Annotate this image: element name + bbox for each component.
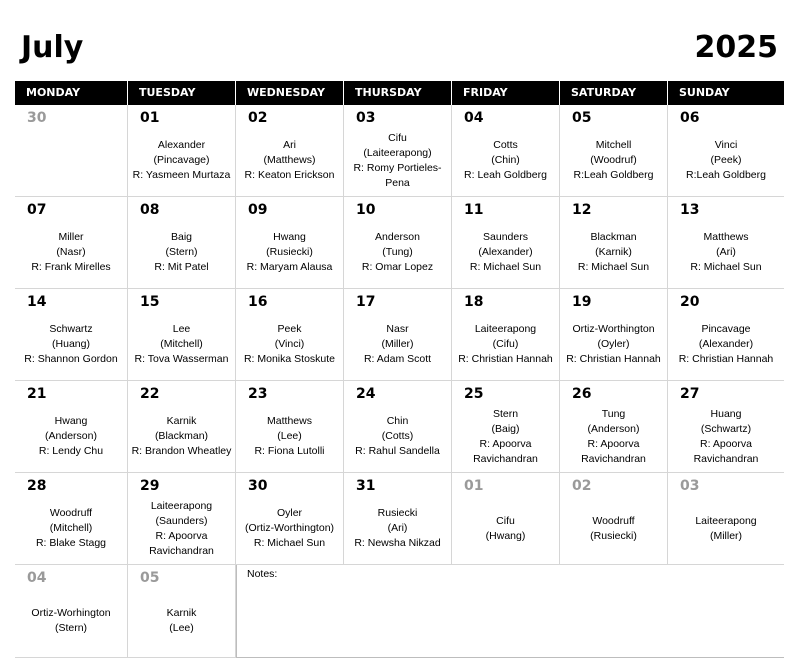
assignment-line: Saunders [483, 231, 528, 243]
assignment-line: R: Blake Stagg [35, 537, 107, 549]
day-number: 30 [27, 110, 47, 126]
day-number: 07 [27, 202, 47, 218]
day-cell[interactable] [236, 105, 344, 197]
day-cell[interactable] [668, 381, 784, 473]
assignment-line: (Saunders) [155, 514, 208, 527]
assignment-line: Hwang [273, 231, 306, 243]
assignment-line: Mitchell [595, 139, 632, 151]
assignment-line: Hwang [54, 415, 88, 427]
weekday-monday: MONDAY [15, 81, 128, 105]
assignment-line: (Stern) [54, 622, 88, 634]
assignment-line: (Alexander) [698, 338, 754, 350]
assignment-line: (Ari) [716, 246, 736, 258]
day-cell[interactable] [560, 105, 668, 197]
assignment-line: (Lee) [169, 622, 194, 634]
assignment-line: Vinci [714, 139, 738, 151]
weekday-sunday: SUNDAY [679, 86, 730, 99]
assignment [130, 311, 233, 378]
year-title: 2025 [694, 30, 778, 65]
assignment-line: (Pincavage) [153, 154, 210, 166]
assignment [562, 495, 665, 562]
day-cell[interactable] [15, 105, 128, 197]
assignment [130, 587, 233, 655]
assignment-line: Huang [710, 407, 742, 420]
assignment-line: Schwartz [49, 323, 93, 335]
assignment-line: R: Leah Goldberg [464, 169, 547, 181]
day-cell[interactable] [15, 381, 128, 473]
assignment-line: (Oyler) [597, 338, 630, 350]
assignment-line: R: Christian Hannah [678, 353, 774, 365]
assignment [238, 403, 341, 470]
day-cell[interactable] [15, 473, 128, 565]
assignment-line: R:Leah Goldberg [573, 169, 654, 181]
day-number: 31 [356, 478, 376, 494]
day-number: 25 [464, 386, 484, 402]
assignment-line: Karnik [166, 607, 197, 619]
assignment [670, 311, 782, 378]
day-cell[interactable] [128, 105, 236, 197]
assignment-line: R: Brandon Wheatley [131, 445, 232, 457]
day-number: 14 [27, 294, 47, 310]
assignment-line: Ravichandran [693, 452, 759, 465]
day-number: 17 [356, 294, 376, 310]
assignment-line: R: Lendy Chu [38, 445, 104, 457]
assignment-line: R: Shannon Gordon [24, 353, 118, 365]
notes-label: Notes: [247, 568, 278, 580]
day-number: 04 [27, 570, 47, 586]
day-cell[interactable] [344, 105, 452, 197]
assignment-line: R: Michael Sun [253, 537, 326, 549]
assignment-line: (Vinci) [274, 338, 305, 350]
weekday-header [15, 81, 784, 105]
day-number: 24 [356, 386, 376, 402]
assignment [454, 495, 557, 562]
assignment-line: Cifu [496, 514, 515, 527]
assignment-line: Ortiz-Worhington [31, 607, 111, 619]
assignment-line: (Chin) [491, 154, 520, 166]
assignment-line: R: Apoorva [155, 529, 208, 542]
day-cell[interactable] [560, 289, 668, 381]
day-cell[interactable] [236, 473, 344, 565]
day-cell[interactable] [128, 473, 236, 565]
day-number: 05 [140, 570, 160, 586]
assignment [670, 403, 782, 470]
assignment-line: (Woodruf) [590, 154, 637, 166]
assignment [130, 403, 233, 470]
day-cell[interactable] [236, 381, 344, 473]
assignment-line: (Cifu) [492, 338, 519, 350]
assignment-line: R: Newsha Nikzad [354, 537, 441, 549]
day-cell[interactable] [344, 381, 452, 473]
assignment-line: Laiteerapong [474, 323, 537, 335]
day-cell[interactable] [15, 197, 128, 289]
weekday-tuesday: TUESDAY [128, 81, 236, 105]
day-cell[interactable] [560, 473, 668, 565]
day-cell[interactable] [128, 289, 236, 381]
assignment-line: (Cotts) [381, 430, 414, 442]
assignment [130, 127, 233, 194]
assignment-line: R: Yasmeen Murtaza [132, 169, 231, 181]
assignment-line: R: Adam Scott [363, 353, 432, 365]
assignment [346, 311, 449, 378]
assignment-line: Anderson [375, 231, 420, 243]
day-number: 05 [572, 110, 592, 126]
assignment-line: Karnik [166, 415, 197, 427]
day-number: 12 [572, 202, 592, 218]
assignment [346, 127, 449, 194]
day-cell[interactable] [344, 473, 452, 565]
day-number: 16 [248, 294, 268, 310]
assignment [562, 403, 665, 470]
assignment-line: R: Apoorva [587, 437, 640, 450]
assignment-line: R: Keaton Erickson [244, 169, 335, 181]
assignment [238, 127, 341, 194]
assignment-line: R: Christian Hannah [566, 353, 661, 365]
weekday-wednesday: WEDNESDAY [236, 81, 344, 105]
day-number: 27 [680, 386, 700, 402]
day-number: 15 [140, 294, 160, 310]
day-cell[interactable] [15, 565, 128, 658]
assignment-line: (Blackman) [154, 430, 209, 442]
weekday-friday: FRIDAY [452, 81, 560, 105]
assignment-line: R: Apoorva [479, 437, 532, 450]
assignment-line: R: Rahul Sandella [355, 445, 440, 457]
assignment-line: (Schwartz) [700, 422, 752, 435]
assignment [17, 403, 125, 470]
weekday-saturday: SATURDAY [560, 81, 668, 105]
assignment-line: R: Fiona Lutolli [254, 445, 325, 457]
assignment-line: Blackman [590, 231, 637, 243]
assignment-line: (Mitchell) [160, 338, 203, 350]
day-number: 03 [680, 478, 700, 494]
day-cell[interactable] [344, 289, 452, 381]
day-number: 26 [572, 386, 592, 402]
calendar-grid [15, 105, 784, 658]
day-cell[interactable] [344, 197, 452, 289]
assignment-line: (Anderson) [45, 430, 97, 442]
month-title: July [21, 30, 84, 65]
assignment-line: (Tung) [382, 246, 413, 258]
assignment [562, 219, 665, 286]
assignment-line: Rusiecki [377, 507, 418, 519]
assignment [346, 219, 449, 286]
day-cell[interactable] [560, 381, 668, 473]
day-number: 18 [464, 294, 484, 310]
day-number: 08 [140, 202, 160, 218]
assignment-line: R: Frank Mirelles [31, 261, 111, 273]
assignment-line: (Laiteerapong) [363, 146, 432, 159]
day-number: 19 [572, 294, 592, 310]
assignment [346, 495, 449, 562]
assignment [454, 219, 557, 286]
assignment-line: (Karnik) [595, 246, 632, 258]
assignment-line: (Nasr) [56, 246, 86, 258]
assignment-line: (Baig) [491, 422, 520, 435]
day-number: 30 [248, 478, 268, 494]
assignment-line: Ari [283, 139, 296, 151]
notes-area[interactable] [236, 565, 784, 658]
day-number: 04 [464, 110, 484, 126]
assignment-line: R:Leah Goldberg [686, 169, 766, 181]
assignment-line: Woodruff [49, 507, 93, 519]
day-cell[interactable] [668, 197, 784, 289]
day-number: 13 [680, 202, 700, 218]
day-number: 03 [356, 110, 376, 126]
assignment-line: Matthews [267, 415, 312, 427]
day-cell[interactable] [560, 197, 668, 289]
assignment-line: Lee [172, 323, 191, 335]
assignment-line: R: Mit Patel [154, 261, 209, 273]
assignment [670, 495, 782, 562]
day-number: 11 [464, 202, 484, 218]
day-number: 01 [140, 110, 160, 126]
assignment-line: Nasr [386, 323, 409, 335]
assignment [670, 219, 782, 286]
assignment-line: (Lee) [277, 430, 302, 442]
day-cell[interactable] [128, 197, 236, 289]
assignment [562, 127, 665, 194]
assignment-line: R: Christian Hannah [458, 353, 553, 365]
assignment [670, 127, 782, 194]
assignment-line: (Anderson) [587, 422, 640, 435]
assignment-line: (Mitchell) [49, 522, 93, 534]
assignment-line: R: Apoorva [700, 437, 752, 450]
assignment [346, 403, 449, 470]
day-cell[interactable] [668, 105, 784, 197]
day-cell[interactable] [668, 289, 784, 381]
day-cell[interactable] [452, 473, 560, 565]
day-number: 02 [572, 478, 592, 494]
assignment-line: (Ari) [387, 522, 408, 534]
assignment-line: Baig [170, 231, 192, 243]
assignment-line: Miller [58, 231, 84, 243]
assignment-line: (Huang) [52, 338, 90, 350]
day-number: 06 [680, 110, 700, 126]
day-cell[interactable] [236, 197, 344, 289]
assignment-line: Woodruff [592, 514, 635, 527]
assignment-line: R: Maryam Alausa [246, 261, 333, 273]
assignment-line: Peek [277, 323, 302, 335]
assignment-line: Tung [601, 407, 626, 420]
assignment-line: Oyler [276, 507, 303, 519]
assignment-line: (Hwang) [485, 529, 526, 542]
assignment-line: Pena [385, 176, 410, 189]
weekday-thursday: THURSDAY [344, 81, 452, 105]
day-cell[interactable] [452, 289, 560, 381]
day-cell[interactable] [668, 473, 784, 565]
assignment [17, 219, 125, 286]
assignment [17, 495, 125, 562]
assignment-line: (Rusiecki) [590, 529, 637, 542]
day-cell[interactable] [236, 289, 344, 381]
assignment-line: Stern [492, 407, 519, 420]
assignment [130, 219, 233, 286]
assignment-line: Matthews [703, 231, 749, 243]
assignment [238, 311, 341, 378]
assignment-line: Ortiz-Worthington [572, 323, 655, 335]
day-cell[interactable] [452, 197, 560, 289]
assignment [17, 127, 125, 194]
day-cell[interactable] [128, 565, 236, 658]
day-number: 20 [680, 294, 700, 310]
assignment-line: Ravichandran [473, 452, 538, 465]
assignment-line: Cotts [493, 139, 518, 151]
assignment-line: Cifu [388, 131, 407, 144]
assignment-line: R: Tova Wasserman [134, 353, 229, 365]
assignment [17, 587, 125, 655]
assignment [562, 311, 665, 378]
assignment-line: Chin [386, 415, 409, 427]
assignment-line: Laiteerapong [150, 499, 213, 512]
assignment-line: (Miller) [381, 338, 414, 350]
assignment-line: (Peek) [710, 154, 742, 166]
assignment-line: R: Michael Sun [577, 261, 650, 273]
assignment-line: Ravichandran [581, 452, 646, 465]
day-number: 02 [248, 110, 268, 126]
day-number: 29 [140, 478, 160, 494]
day-number: 21 [27, 386, 47, 402]
assignment [17, 311, 125, 378]
assignment-line: R: Monika Stoskute [243, 353, 336, 365]
assignment-line: (Rusiecki) [266, 246, 313, 258]
assignment [238, 495, 341, 562]
day-cell[interactable] [452, 381, 560, 473]
day-number: 22 [140, 386, 160, 402]
assignment-line: R: Michael Sun [469, 261, 542, 273]
assignment-line: R: Michael Sun [690, 261, 762, 273]
assignment-line: Pincavage [701, 323, 751, 335]
assignment [454, 403, 557, 470]
day-cell[interactable] [452, 105, 560, 197]
assignment-line: (Ortiz-Worthington) [244, 522, 335, 534]
assignment-line: (Miller) [709, 529, 743, 542]
day-number: 09 [248, 202, 268, 218]
assignment-line: (Alexander) [478, 246, 533, 258]
assignment [454, 127, 557, 194]
day-number: 23 [248, 386, 268, 402]
day-number: 28 [27, 478, 47, 494]
assignment [130, 495, 233, 562]
assignment-line: R: Romy Portieles- [353, 161, 442, 174]
assignment [238, 219, 341, 286]
day-cell[interactable] [15, 289, 128, 381]
assignment-line: (Stern) [165, 246, 198, 258]
assignment-line: Laiteerapong [695, 514, 757, 527]
day-cell[interactable] [128, 381, 236, 473]
assignment-line: R: Omar Lopez [361, 261, 434, 273]
assignment-line: Alexander [157, 139, 206, 151]
day-number: 10 [356, 202, 376, 218]
assignment [454, 311, 557, 378]
assignment-line: (Matthews) [263, 154, 316, 166]
assignment-line: Ravichandran [149, 544, 214, 557]
day-number: 01 [464, 478, 484, 494]
